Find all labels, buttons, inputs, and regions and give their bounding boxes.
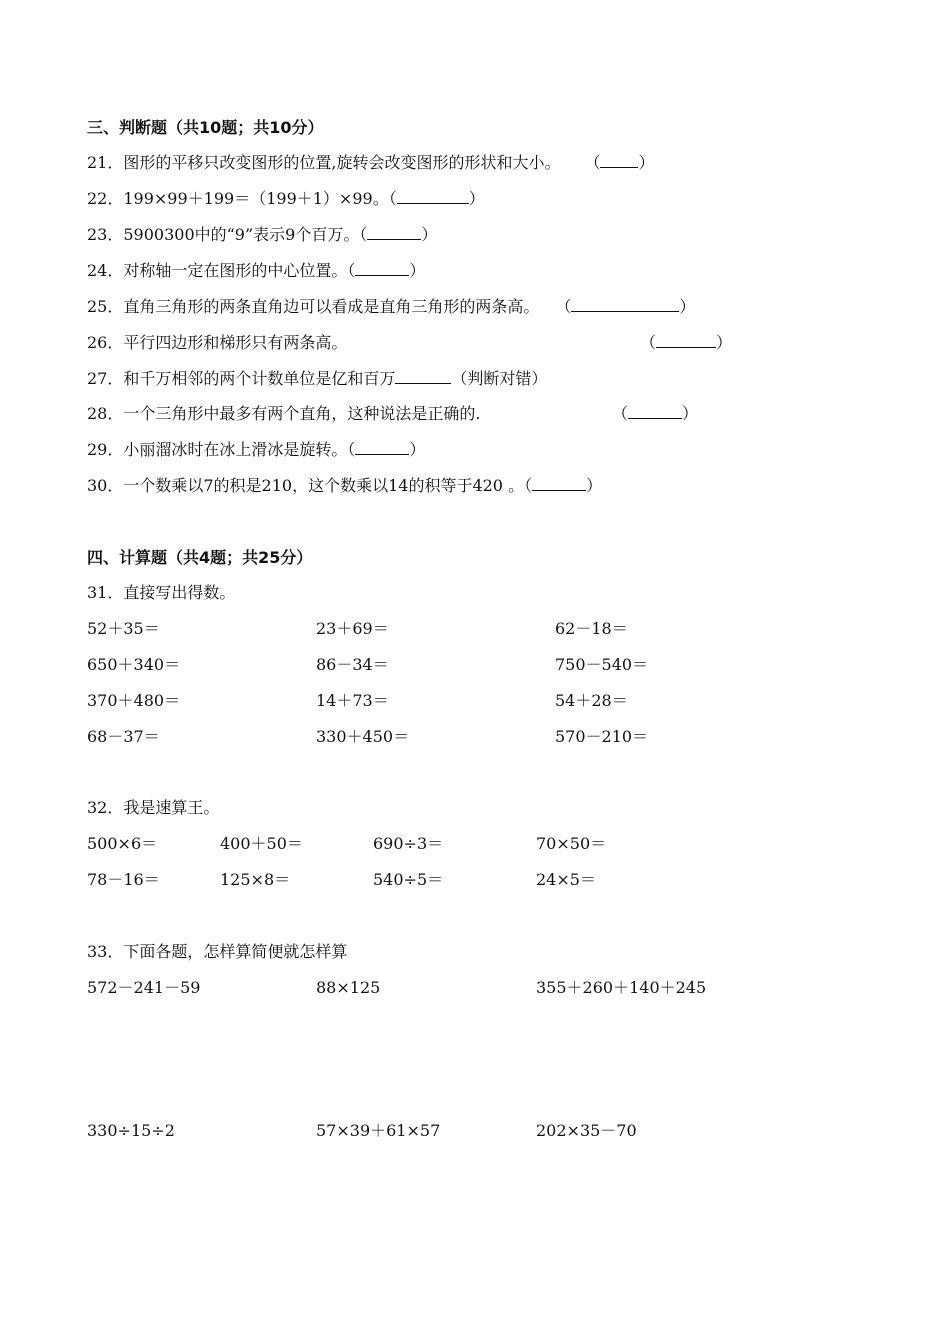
calc-item: 125×8＝ (220, 870, 291, 889)
question-31-title: 31．直接写出得数。 (87, 583, 236, 602)
question-26 (87, 333, 347, 353)
calc-item: 68－37＝ (87, 727, 160, 746)
question-25: 25．直角三角形的两条直角边可以看成是直角三角形的两条高。 （ ） (87, 297, 696, 316)
answer-blank[interactable] (355, 261, 409, 276)
answer-blank[interactable] (355, 440, 409, 455)
calc-item: 23＋69＝ (316, 619, 389, 638)
question-32-title: 32．我是速算王。 (87, 798, 220, 817)
answer-blank[interactable] (395, 369, 451, 384)
calc-item: 500×6＝ (87, 834, 158, 853)
section-4-title: 四、计算题（共4题；共25分） (87, 548, 313, 567)
calc-item: 570－210＝ (555, 727, 649, 746)
question-text: 23．5900300中的“9”表示9个百万。 (87, 225, 360, 244)
question-text: 29．小丽溜冰时在冰上滑冰是旋转。 (87, 440, 348, 459)
calc-item: 355＋260＋140＋245 (536, 978, 707, 997)
answer-blank[interactable] (532, 476, 586, 491)
calc-item: 24×5＝ (536, 870, 596, 889)
question-26-answer: （ ） (640, 333, 733, 352)
calc-item: 330÷15÷2 (87, 1121, 175, 1140)
question-27: 27．和千万相邻的两个计数单位是亿和百万 （判断对错） (87, 369, 548, 388)
calc-item: 88×125 (316, 978, 381, 997)
calc-item: 400＋50＝ (220, 834, 303, 853)
question-24: 24．对称轴一定在图形的中心位置。（ ） (87, 261, 426, 280)
calc-item: 750－540＝ (555, 655, 649, 674)
calc-item: 54＋28＝ (555, 691, 628, 710)
calc-item: 62－18＝ (555, 619, 628, 638)
question-text: 25．直角三角形的两条直角边可以看成是直角三角形的两条高。 (87, 297, 540, 316)
question-28-answer: （ ） (612, 404, 699, 423)
calc-item: 14＋73＝ (316, 691, 389, 710)
calc-item: 690÷3＝ (373, 834, 444, 853)
question-text: 24．对称轴一定在图形的中心位置。 (87, 261, 348, 280)
answer-blank[interactable] (628, 404, 682, 419)
calc-item: 540÷5＝ (373, 870, 444, 889)
question-text: 30．一个数乘以7的积是210，这个数乘以14的积等于420 。 (87, 476, 525, 495)
calc-item: 57×39＋61×57 (316, 1121, 441, 1140)
question-28 (87, 404, 480, 424)
calc-item: 572－241－59 (87, 978, 201, 997)
calc-item: 202×35－70 (536, 1121, 637, 1140)
question-text: 28．一个三角形中最多有两个直角，这种说法是正确的. (87, 404, 481, 423)
question-text: 27．和千万相邻的两个计数单位是亿和百万 (87, 369, 396, 388)
question-33-title: 33．下面各题，怎样算简便就怎样算 (87, 942, 348, 961)
calc-item: 370＋480＝ (87, 691, 181, 710)
answer-blank[interactable] (367, 225, 421, 240)
answer-blank[interactable] (397, 189, 469, 204)
question-22: 22．199×99＋199＝（199＋1）×99。（ ） (87, 189, 485, 208)
question-23: 23．5900300中的“9”表示9个百万。（ ） (87, 225, 438, 244)
calc-item: 650＋340＝ (87, 655, 181, 674)
calc-item: 70×50＝ (536, 834, 607, 853)
calc-item: 78－16＝ (87, 870, 160, 889)
question-text: 21．图形的平移只改变图形的位置,旋转会改变图形的形状和大小。 (87, 153, 561, 172)
question-29: 29．小丽溜冰时在冰上滑冰是旋转。（ ） (87, 440, 426, 459)
calc-item: 86－34＝ (316, 655, 389, 674)
question-30: 30．一个数乘以7的积是210，这个数乘以14的积等于420 。（ ） (87, 476, 603, 495)
answer-blank[interactable] (600, 153, 638, 168)
calc-item: 52＋35＝ (87, 619, 160, 638)
section-3-title: 三、判断题（共10题；共10分） (87, 118, 324, 137)
question-text: 22．199×99＋199＝（199＋1）×99。 (87, 189, 389, 208)
calc-item: 330＋450＝ (316, 727, 410, 746)
question-21: 21．图形的平移只改变图形的位置,旋转会改变图形的形状和大小。 （ ） (87, 153, 655, 172)
answer-blank[interactable] (571, 297, 679, 312)
question-text: 26．平行四边形和梯形只有两条高。 (87, 333, 348, 352)
answer-blank[interactable] (656, 333, 716, 348)
